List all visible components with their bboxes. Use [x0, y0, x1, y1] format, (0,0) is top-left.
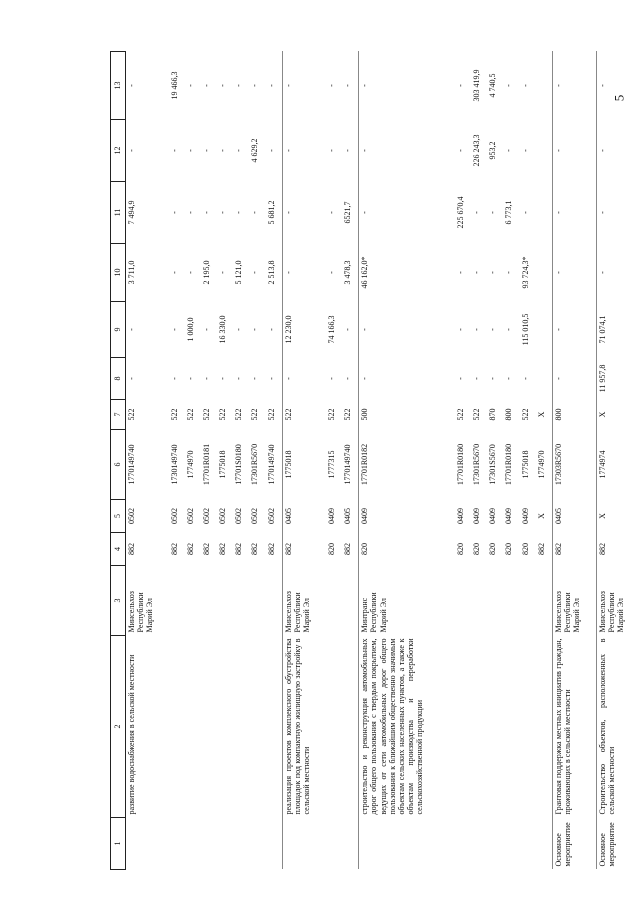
table-row	[126, 52, 169, 870]
table-cell: 1770149740	[127, 444, 136, 485]
table-row	[169, 52, 185, 870]
table-cell	[233, 566, 249, 636]
table-cell: -	[234, 211, 244, 214]
table-cell: 522	[520, 408, 530, 421]
table-cell: 882	[282, 533, 325, 566]
table-cell: Основное мероприятие	[553, 818, 597, 870]
table-cell: 19 466,3	[169, 71, 179, 100]
table-cell: Грантовая поддержка местных инициатив граждан, проживающих в сельской местности	[553, 636, 597, 818]
table-cell: 1770149740	[342, 444, 352, 485]
table-cell: X	[597, 500, 638, 533]
table-cell: -	[326, 149, 336, 152]
table-cell	[326, 566, 342, 636]
table-cell: 226 243,3	[472, 134, 482, 167]
table-cell	[536, 120, 553, 182]
table-row	[553, 52, 597, 870]
col-header: 7	[111, 400, 126, 430]
table-cell: 882	[597, 533, 638, 566]
table-cell	[282, 818, 325, 870]
table-cell	[503, 636, 519, 818]
table-cell: Минсельхоз Республики Марий Эл	[127, 591, 155, 633]
table-cell: 820	[359, 533, 455, 566]
table-cell: 522	[326, 408, 336, 421]
table-cell: 93 724,3*	[520, 256, 530, 289]
table-cell	[169, 818, 185, 870]
table-cell: -	[359, 52, 455, 120]
table-cell: -	[127, 328, 136, 331]
table-cell	[455, 636, 471, 818]
col-header: 10	[111, 244, 126, 302]
table-cell: развитие водоснабжения в сельской местности	[127, 654, 136, 815]
table-cell: -	[456, 149, 466, 152]
table-cell: 2 195,0	[202, 260, 212, 285]
table-row	[455, 52, 471, 870]
table-cell	[487, 636, 503, 818]
table-cell	[249, 566, 265, 636]
table-cell: -	[359, 302, 455, 358]
table-cell: 0502	[218, 508, 228, 524]
table-cell	[217, 636, 233, 818]
table-cell	[536, 52, 553, 120]
table-cell: -	[185, 84, 195, 87]
table-cell: -	[266, 84, 276, 87]
col-header: 9	[111, 302, 126, 358]
table-cell: -	[282, 182, 325, 244]
table-cell: 882	[127, 543, 136, 555]
table-cell: 3 711,0	[127, 260, 136, 285]
table-cell	[126, 818, 169, 870]
table-cell: строительство и реконструкция автомобильных дорог общего пользования с твердым покрытием, ведущих от сети автомобильных дорог общего пользования к ближайшим общественно значимым объектам сельских населенных пунктов, а также к объектам производства и переработки сельскохозяйственной продукции	[359, 636, 455, 818]
table-cell: -	[127, 84, 136, 87]
table-cell: 46 162,0*	[359, 244, 455, 302]
table-cell: -	[342, 149, 352, 152]
table-cell	[201, 818, 217, 870]
table-cell: -	[488, 211, 498, 214]
table-cell	[233, 636, 249, 818]
table-cell	[487, 566, 503, 636]
table-cell: -	[359, 120, 455, 182]
table-cell: 820	[456, 543, 466, 555]
table-row	[233, 52, 249, 870]
table-cell: -	[127, 377, 136, 380]
table-cell: 0502	[250, 508, 260, 524]
table-cell	[455, 566, 471, 636]
budget-table	[110, 51, 638, 870]
table-cell	[326, 818, 342, 870]
table-cell: 522	[472, 408, 482, 421]
table-cell: -	[169, 328, 179, 331]
table-cell: реализация проектов комплексного обустройства площадок под компактную жилищную застройку в сельской местности	[282, 636, 325, 818]
table-cell	[471, 818, 487, 870]
table-cell: 71 074,1	[597, 302, 638, 358]
table-cell: -	[202, 328, 212, 331]
table-cell: -	[520, 149, 530, 152]
table-cell: -	[326, 271, 336, 274]
table-cell: 522	[234, 408, 244, 421]
table-cell: -	[472, 377, 482, 380]
table-cell: -	[169, 271, 179, 274]
table-cell: -	[185, 149, 195, 152]
table-cell: 0409	[326, 508, 336, 524]
header-row	[111, 52, 126, 870]
table-cell: 5 681,2	[266, 200, 276, 225]
table-cell: -	[169, 377, 179, 380]
table-row	[185, 52, 201, 870]
table-cell	[217, 566, 233, 636]
table-cell: 1774970	[536, 450, 546, 479]
table-cell: 5 121,0	[234, 260, 244, 285]
table-cell: Минсельхоз Республики Марий Эл	[553, 566, 597, 636]
table-cell: X	[536, 513, 546, 519]
table-cell	[249, 818, 265, 870]
table-cell: -	[553, 120, 597, 182]
table-cell: 11 957,8	[597, 358, 638, 400]
table-cell: 820	[488, 543, 498, 555]
table-cell	[536, 636, 553, 818]
table-cell	[503, 818, 519, 870]
col-header: 11	[111, 182, 126, 244]
table-cell: -	[234, 149, 244, 152]
table-cell: 882	[536, 543, 546, 555]
table-cell: -	[456, 84, 466, 87]
table-cell	[536, 566, 553, 636]
table-cell: -	[553, 302, 597, 358]
table-cell: 882	[185, 543, 195, 555]
table-cell	[201, 566, 217, 636]
table-cell: -	[504, 328, 514, 331]
table-cell: 522	[185, 408, 195, 421]
table-cell: -	[504, 149, 514, 152]
table-cell: 953,2	[488, 141, 498, 160]
table-cell	[266, 818, 283, 870]
table-cell: -	[234, 84, 244, 87]
table-cell: -	[202, 211, 212, 214]
table-cell: -	[202, 84, 212, 87]
table-cell: Основное мероприятие	[597, 818, 638, 870]
table-cell	[487, 818, 503, 870]
table-cell: 3 478,3	[342, 260, 352, 285]
table-cell: 882	[218, 543, 228, 555]
table-cell: 820	[520, 543, 530, 555]
table-cell: -	[597, 120, 638, 182]
table-cell: -	[504, 84, 514, 87]
table-cell	[536, 358, 553, 400]
table-cell: -	[472, 271, 482, 274]
col-header: 8	[111, 358, 126, 400]
table-cell: -	[250, 271, 260, 274]
table-cell	[471, 636, 487, 818]
table-cell: -	[234, 328, 244, 331]
table-row	[282, 52, 325, 870]
table-cell: 522	[127, 408, 136, 421]
table-cell: -	[250, 377, 260, 380]
table-cell	[455, 818, 471, 870]
table-cell: -	[553, 182, 597, 244]
table-row	[217, 52, 233, 870]
table-cell: 870	[488, 408, 498, 421]
table-cell	[471, 566, 487, 636]
table-cell	[503, 566, 519, 636]
table-cell	[520, 636, 536, 818]
table-cell: 0409	[520, 508, 530, 524]
table-cell: -	[597, 182, 638, 244]
table-cell: 522	[218, 408, 228, 421]
table-cell: -	[282, 358, 325, 400]
table-cell: 0409	[504, 508, 514, 524]
table-cell: -	[359, 358, 455, 400]
table-row	[487, 52, 503, 870]
rotated-table	[110, 52, 638, 870]
col-header: 1	[111, 818, 126, 870]
table-cell: 17701S0180	[234, 444, 244, 485]
table-cell	[266, 566, 283, 636]
table-cell	[169, 636, 185, 818]
table-cell: -	[472, 211, 482, 214]
table-cell	[185, 566, 201, 636]
table-cell: 0409	[472, 508, 482, 524]
table-cell: 522	[266, 408, 276, 421]
table-cell	[217, 818, 233, 870]
table-cell: -	[169, 149, 179, 152]
col-header: 13	[111, 52, 126, 120]
table-cell: -	[520, 84, 530, 87]
table-cell: 800	[504, 408, 514, 421]
table-cell: 522	[202, 408, 212, 421]
table-cell: -	[218, 377, 228, 380]
table-cell: 882	[169, 543, 179, 555]
table-cell: 74 166,3	[326, 315, 336, 344]
table-cell	[185, 636, 201, 818]
table-row	[326, 52, 342, 870]
table-cell: -	[342, 377, 352, 380]
table-cell	[201, 636, 217, 818]
table-cell: 0502	[127, 508, 136, 524]
table-cell: 17701R0180	[504, 443, 514, 486]
table-row	[597, 52, 638, 870]
table-cell: -	[456, 271, 466, 274]
table-cell	[169, 566, 185, 636]
table-row	[249, 52, 265, 870]
table-cell: -	[326, 377, 336, 380]
table-cell: -	[504, 377, 514, 380]
table-cell: 17701R0181	[202, 443, 212, 486]
table-cell: 6 773,1	[504, 200, 514, 225]
table-cell: -	[218, 271, 228, 274]
col-header: 12	[111, 120, 126, 182]
table-cell: 522	[250, 408, 260, 421]
table-cell: -	[250, 328, 260, 331]
table-cell: 1730149740	[169, 444, 179, 485]
table-cell: -	[185, 271, 195, 274]
table-cell: 1774974	[597, 430, 638, 500]
table-cell: 0409	[488, 508, 498, 524]
table-cell: -	[234, 377, 244, 380]
table-cell: -	[504, 271, 514, 274]
table-cell: 522	[342, 408, 352, 421]
table-row	[266, 52, 283, 870]
table-cell: 0502	[185, 508, 195, 524]
table-cell: Строительство объектов, расположенных в сельской местности	[597, 636, 638, 818]
table-cell: -	[597, 52, 638, 120]
table-cell: 500	[359, 400, 455, 430]
table-cell: 820	[472, 543, 482, 555]
table-cell: 2 513,8	[266, 260, 276, 285]
table-cell: -	[282, 52, 325, 120]
table-cell: 1775018	[282, 430, 325, 500]
col-header: 3	[111, 566, 126, 636]
col-header: 2	[111, 636, 126, 818]
table-cell: -	[266, 377, 276, 380]
table-cell: 1775018	[520, 450, 530, 479]
table-cell	[536, 244, 553, 302]
table-cell: -	[250, 84, 260, 87]
table-cell: -	[202, 149, 212, 152]
table-cell: -	[553, 358, 597, 400]
table-cell: 1 000,0	[185, 317, 195, 342]
table-cell: -	[282, 244, 325, 302]
table-cell: 0405	[342, 508, 352, 524]
table-cell: 17303R5670	[553, 430, 597, 500]
col-header: 5	[111, 500, 126, 533]
col-header: 6	[111, 430, 126, 500]
table-cell: 1770149740	[266, 444, 276, 485]
table-cell: -	[488, 271, 498, 274]
table-row	[201, 52, 217, 870]
table-cell: 115 010,5	[520, 313, 530, 346]
table-cell: 0502	[234, 508, 244, 524]
table-cell: X	[597, 400, 638, 430]
table-cell: 4 740,5	[488, 73, 498, 98]
table-cell: 800	[553, 400, 597, 430]
table-cell: -	[282, 120, 325, 182]
table-cell: Минсельхоз Республики Марий Эл	[597, 566, 638, 636]
table-cell: -	[553, 52, 597, 120]
table-row	[471, 52, 487, 870]
table-cell: 17301S5670	[488, 444, 498, 485]
col-header: 4	[111, 533, 126, 566]
table-cell: 1775018	[218, 450, 228, 479]
table-cell	[536, 302, 553, 358]
table-cell: 6521,7	[342, 201, 352, 224]
rotated-table-container	[110, 52, 638, 870]
table-cell: 0502	[169, 508, 179, 524]
table-row	[342, 52, 359, 870]
table-cell: 522	[282, 400, 325, 430]
table-cell	[342, 818, 359, 870]
table-cell: X	[536, 411, 546, 418]
table-cell: 17301R5670	[250, 443, 260, 486]
table-cell: 0405	[553, 500, 597, 533]
table-cell: -	[169, 211, 179, 214]
table-cell: -	[520, 211, 530, 214]
table-cell: -	[127, 149, 136, 152]
page-number: 5	[611, 94, 627, 102]
table-cell: -	[326, 84, 336, 87]
table-cell: Минсельхоз Республики Марий Эл	[282, 566, 325, 636]
table-cell	[536, 818, 553, 870]
table-cell: -	[456, 328, 466, 331]
table-cell: 882	[234, 543, 244, 555]
table-cell	[249, 636, 265, 818]
table-cell: 0409	[456, 508, 466, 524]
table-cell: -	[326, 211, 336, 214]
table-cell: -	[488, 377, 498, 380]
table-cell: 12 230,0	[282, 302, 325, 358]
table-cell	[342, 636, 359, 818]
table-cell: 1774970	[185, 450, 195, 479]
table-cell: 522	[456, 408, 466, 421]
table-cell	[520, 818, 536, 870]
table-cell: 1777315	[326, 450, 336, 479]
table-cell: 0502	[202, 508, 212, 524]
table-row	[359, 52, 455, 870]
table-cell: -	[359, 182, 455, 244]
table-body	[126, 52, 638, 870]
table-cell: -	[472, 328, 482, 331]
table-cell: -	[185, 377, 195, 380]
table-cell: 882	[342, 543, 352, 555]
table-cell: -	[456, 377, 466, 380]
table-cell	[536, 182, 553, 244]
table-cell	[326, 636, 342, 818]
table-cell: 0409	[359, 500, 455, 533]
table-cell: 16 330,0	[218, 315, 228, 344]
table-cell: 522	[169, 408, 179, 421]
table-cell: 17301R5670	[472, 443, 482, 486]
table-cell: -	[342, 328, 352, 331]
table-cell: -	[342, 84, 352, 87]
table-cell: -	[218, 84, 228, 87]
table-cell: 225 670,4	[456, 196, 466, 229]
table-cell	[342, 566, 359, 636]
table-cell: 17701R0182	[359, 430, 455, 500]
table-row	[536, 52, 553, 870]
table-cell: -	[266, 149, 276, 152]
table-cell: -	[250, 211, 260, 214]
table-cell: -	[202, 377, 212, 380]
table-cell: 882	[202, 543, 212, 555]
table-cell: 17701R0180	[456, 443, 466, 486]
table-row	[520, 52, 536, 870]
table-cell: -	[597, 244, 638, 302]
table-cell: 7 494,9	[127, 200, 136, 225]
table-cell: -	[488, 328, 498, 331]
table-cell: 820	[326, 543, 336, 555]
table-cell: 882	[266, 543, 276, 555]
table-cell	[266, 636, 283, 818]
table-cell: 882	[553, 533, 597, 566]
table-cell: 303 419,9	[472, 69, 482, 102]
table-cell	[185, 818, 201, 870]
table-cell: 882	[250, 543, 260, 555]
table-cell: -	[266, 328, 276, 331]
table-cell: -	[218, 211, 228, 214]
table-cell: -	[520, 377, 530, 380]
table-cell: -	[218, 149, 228, 152]
table-cell: -	[553, 244, 597, 302]
table-cell: 4 629,2	[250, 138, 260, 163]
table-row	[503, 52, 519, 870]
table-cell: 0502	[266, 508, 276, 524]
table-cell: -	[185, 211, 195, 214]
table-cell: Минтранс Республики Марий Эл	[359, 566, 455, 636]
table-cell: 0405	[282, 500, 325, 533]
table-cell	[359, 818, 455, 870]
table-cell: 820	[504, 543, 514, 555]
table-cell	[520, 566, 536, 636]
table-cell	[233, 818, 249, 870]
